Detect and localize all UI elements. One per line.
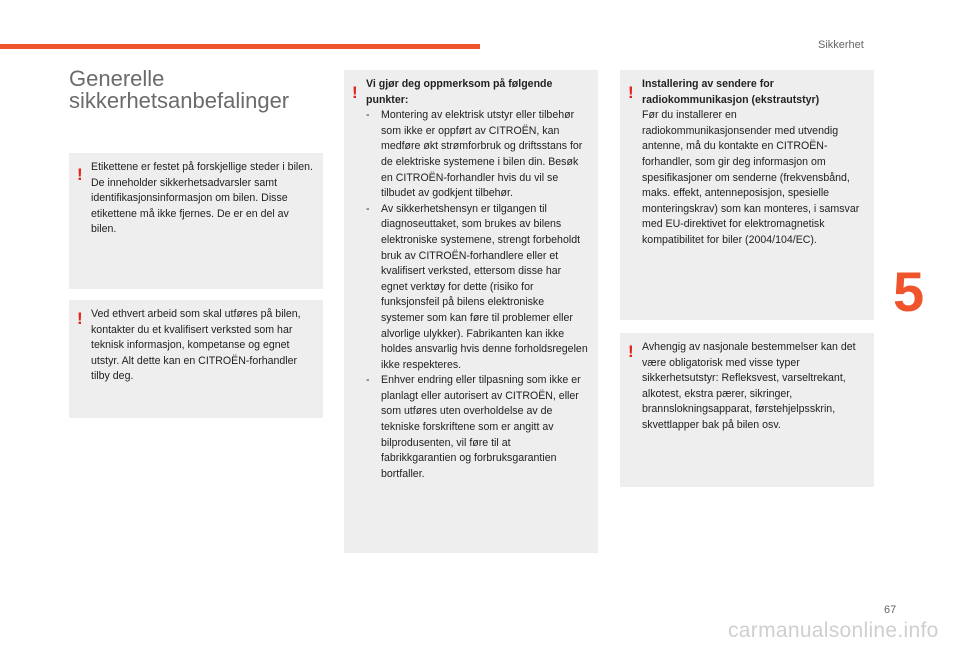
warning-box-equipment xyxy=(344,70,598,553)
warning-text: Før du installerer en radiokommunikasjonsender med utvendig antenne, må du kontakte en CITROËN-forhandler, som gir deg informasjon om spesifikasjoner om senderne (frekvensbånd, maks. effekt, antenneposisjon, spesielle monteringskrav) som kan monteres, i samsvar med EU-direktivet for elektromagnetisk kompatibilitet for biler (2004/104/EC). xyxy=(642,109,860,246)
warning-heading: Installering av sendere for radiokommunikasjon (ekstrautstyr) xyxy=(642,78,820,106)
warning-exclamation-icon: ! xyxy=(352,83,358,102)
chapter-number: 5 xyxy=(893,260,925,323)
warning-box-workshop xyxy=(69,300,323,418)
warning-text: Ved ethvert arbeid som skal utføres på bilen, kontakter du et kvalifisert verksted som har teknisk informasjon, kompetanse og egnet utstyr. Alt dette kan en CITROËN-forhandler tilby deg. xyxy=(91,308,301,383)
warning-exclamation-icon: ! xyxy=(77,309,83,328)
warning-box-radio xyxy=(620,70,874,320)
top-accent-bar xyxy=(0,44,480,49)
list-item: - Enhver endring eller tilpasning som ikke er planlagt eller autorisert av CITROËN, eller som utføres uten overholdelse av de tekniske forskriftene som er angitt av bilprodusenten, vil føre til at fabrikkgarantien og forbruksgarantien bortfaller. xyxy=(366,374,581,480)
warning-exclamation-icon: ! xyxy=(628,83,634,102)
list-item: - Av sikkerhetshensyn er tilgangen til diagnoseuttaket, som brukes av bilens elektroniske systemene, strengt forbeholdt bruk av CITROËN-forhandlere eller et kvalifisert verksted, ettersom disse har egnet verktøy for dette (risiko for funksjonsfeil på bilens elektroniske systemer som kan føre til problemer eller alvorlige ulykker). Fabrikanten kan ikke holdes ansvarlig hvis denne forholdsregelen ikke respekteres. xyxy=(366,202,588,371)
warning-heading: Vi gjør deg oppmerksom på følgende punkter: xyxy=(366,78,553,106)
warning-list xyxy=(366,108,588,482)
list-item: - Montering av elektrisk utstyr eller tilbehør som ikke er oppført av CITROËN, kan medføre økt strømforbruk og driftsstans for de elektriske systemene i bilen din. Besøk en CITROËN-forhandler hvis du vil se tilbudet av godkjent tilbehør. xyxy=(366,109,583,200)
warning-box-safety-equipment xyxy=(620,333,874,487)
section-label: Sikkerhet xyxy=(818,39,864,51)
warning-text: Avhengig av nasjonale bestemmelser kan det være obligatorisk med visse typer sikkerhetsutstyr: Refleksvest, varseltrekant, alkotest, ekstra pærer, sikringer, brannslokningsapparat, førstehjelpsskrin, skvettlapper bak på bilen osv. xyxy=(642,341,856,431)
warning-exclamation-icon: ! xyxy=(628,342,634,361)
warning-box-labels xyxy=(69,153,323,289)
page-title: Generelle sikkerhetsanbefalinger xyxy=(69,66,290,113)
page-number: 67 xyxy=(884,604,897,616)
warning-text: Etikettene er festet på forskjellige steder i bilen. De inneholder sikkerhetsadvarsler samt identifikasjonsinformasjon om bilen. Disse etikettene må ikke fjernes. De er en del av bilen. xyxy=(91,161,313,236)
warning-exclamation-icon: ! xyxy=(77,165,83,184)
watermark: carmanualsonline.info xyxy=(728,619,939,642)
